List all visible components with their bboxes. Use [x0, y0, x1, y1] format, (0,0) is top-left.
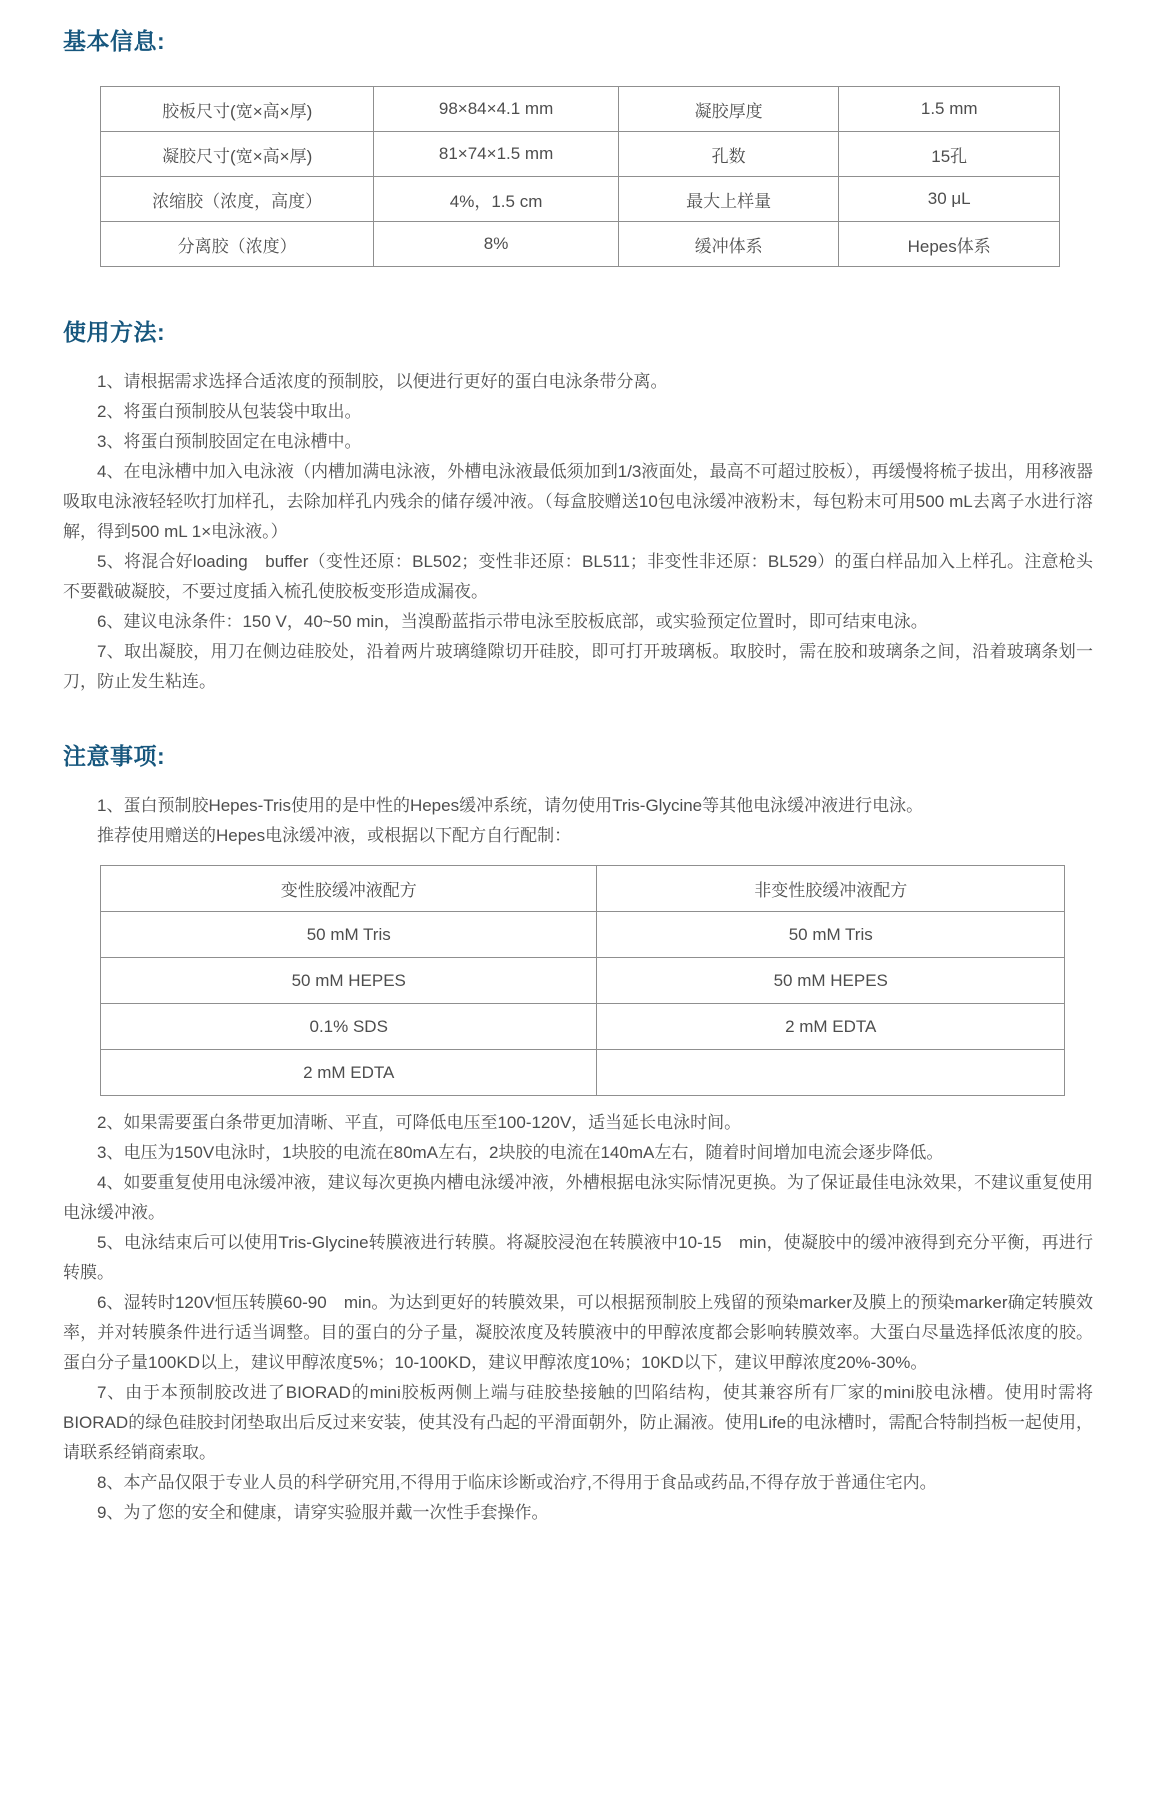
usage-step: 3、将蛋白预制胶固定在电泳槽中。 — [97, 432, 362, 451]
usage-step: 5、将混合好loading buffer（变性还原：BL502；变性非还原：BL511；非变性非还原：BL529）的蛋白样品加入上样孔。注意枪头不要戳破凝胶，不要过度插入梳孔使胶板变形造成漏夜。 — [63, 552, 1093, 601]
table-cell-value: Hepes体系 — [839, 222, 1060, 267]
table-cell-value: 15孔 — [839, 132, 1060, 177]
table-row — [101, 87, 1060, 132]
usage-steps — [63, 367, 1093, 697]
notes-step: 7、由于本预制胶改进了BIORAD的mini胶板两侧上端与硅胶垫接触的凹陷结构，使其兼容所有厂家的mini胶电泳槽。使用时需将BIORAD的绿色硅胶封闭垫取出后反过来安装，使其没有凸起的平滑面朝外，防止漏液。使用Life的电泳槽时，需配合特制挡板一起使用，请联系经销商索取。 — [63, 1383, 1093, 1462]
table-row — [101, 912, 1065, 958]
notes-step: 8、本产品仅限于专业人员的科学研究用,不得用于临床诊断或治疗,不得用于食品或药品,不得存放于普通住宅内。 — [97, 1473, 937, 1492]
table-cell-value: 81×74×1.5 mm — [374, 132, 619, 177]
table-cell-value: 1.5 mm — [839, 87, 1060, 132]
table-cell-value: 2 mM EDTA — [101, 1050, 597, 1096]
table-cell-label: 最大上样量 — [618, 177, 839, 222]
table-cell-value: 2 mM EDTA — [597, 1004, 1065, 1050]
table-header-cell: 非变性胶缓冲液配方 — [597, 866, 1065, 912]
table-cell-value: 98×84×4.1 mm — [374, 87, 619, 132]
table-row — [101, 132, 1060, 177]
table-cell-label: 凝胶尺寸(宽×高×厚) — [101, 132, 374, 177]
notes-step: 6、湿转时120V恒压转膜60-90 min。为达到更好的转膜效果，可以根据预制胶上残留的预染marker及膜上的预染marker确定转膜效率，并对转膜条件进行适当调整。目的蛋白的分子量，凝胶浓度及转膜液中的甲醇浓度都会影响转膜效率。大蛋白尽量选择低浓度的胶。蛋白分子量100KD以上，建议甲醇浓度5%；10-100KD，建议甲醇浓度10%；10KD以下，建议甲醇浓度20%-30%。 — [63, 1293, 1093, 1372]
usage-step: 4、在电泳槽中加入电泳液（内槽加满电泳液，外槽电泳液最低须加到1/3液面处，最高不可超过胶板），再缓慢将梳子拔出，用移液器吸取电泳液轻轻吹打加样孔，去除加样孔内残余的储存缓冲液。（每盒胶赠送10包电泳缓冲液粉末，每包粉末可用500 mL去离子水进行溶解，得到500 mL 1×电泳液。） — [63, 462, 1093, 541]
table-cell-label: 分离胶（浓度） — [101, 222, 374, 267]
usage-step: 6、建议电泳条件：150 V，40~50 min，当溴酚蓝指示带电泳至胶板底部，或实验预定位置时，即可结束电泳。 — [97, 612, 928, 631]
notes-step: 3、电压为150V电泳时，1块胶的电流在80mA左右，2块胶的电流在140mA左右，随着时间增加电流会逐步降低。 — [97, 1143, 944, 1162]
table-cell-label: 孔数 — [618, 132, 839, 177]
notes-steps — [63, 1108, 1093, 1528]
table-row — [101, 222, 1060, 267]
notes-step: 1、蛋白预制胶Hepes-Tris使用的是中性的Hepes缓冲系统，请勿使用Tris-Glycine等其他电泳缓冲液进行电泳。 — [97, 796, 924, 815]
table-cell-value: 50 mM Tris — [597, 912, 1065, 958]
table-row — [101, 177, 1060, 222]
notes-step: 5、电泳结束后可以使用Tris-Glycine转膜液进行转膜。将凝胶浸泡在转膜液中10-15 min，使凝胶中的缓冲液得到充分平衡，再进行转膜。 — [63, 1233, 1093, 1282]
usage-step: 2、将蛋白预制胶从包装袋中取出。 — [97, 402, 362, 421]
usage-step: 1、请根据需求选择合适浓度的预制胶，以便进行更好的蛋白电泳条带分离。 — [97, 372, 668, 391]
section-heading-notes: 注意事项: — [63, 743, 166, 769]
table-row — [101, 1050, 1065, 1096]
table-cell-label: 胶板尺寸(宽×高×厚) — [101, 87, 374, 132]
table-cell-label: 浓缩胶（浓度，高度） — [101, 177, 374, 222]
table-cell-value: 0.1% SDS — [101, 1004, 597, 1050]
section-heading-basic-info: 基本信息: — [63, 28, 166, 54]
table-cell-value: 30 μL — [839, 177, 1060, 222]
buffer-recipe-table — [100, 865, 1065, 1096]
table-header-cell: 变性胶缓冲液配方 — [101, 866, 597, 912]
table-row-header — [101, 866, 1065, 912]
table-cell-value: 4%，1.5 cm — [374, 177, 619, 222]
table-cell-value: 50 mM HEPES — [597, 958, 1065, 1004]
table-cell-value — [597, 1050, 1065, 1096]
table-row — [101, 958, 1065, 1004]
table-cell-value: 50 mM Tris — [101, 912, 597, 958]
table-cell-value: 50 mM HEPES — [101, 958, 597, 1004]
table-row — [101, 1004, 1065, 1050]
table-cell-value: 8% — [374, 222, 619, 267]
notes-step: 9、为了您的安全和健康，请穿实验服并戴一次性手套操作。 — [97, 1503, 549, 1522]
basic-info-table — [100, 86, 1060, 267]
table-cell-label: 凝胶厚度 — [618, 87, 839, 132]
notes-step: 2、如果需要蛋白条带更加清晰、平直，可降低电压至100-120V，适当延长电泳时间。 — [97, 1113, 742, 1132]
notes-step-1 — [63, 791, 1093, 851]
section-heading-usage: 使用方法: — [63, 319, 166, 345]
notes-step: 4、如要重复使用电泳缓冲液，建议每次更换内槽电泳缓冲液，外槽根据电泳实际情况更换。为了保证最佳电泳效果，不建议重复使用电泳缓冲液。 — [63, 1173, 1093, 1222]
table-cell-label: 缓冲体系 — [618, 222, 839, 267]
usage-step: 7、取出凝胶，用刀在侧边硅胶处，沿着两片玻璃缝隙切开硅胶，即可打开玻璃板。取胶时，需在胶和玻璃条之间，沿着玻璃条划一刀，防止发生粘连。 — [63, 642, 1093, 691]
notes-step: 推荐使用赠送的Hepes电泳缓冲液，或根据以下配方自行配制： — [97, 826, 572, 845]
